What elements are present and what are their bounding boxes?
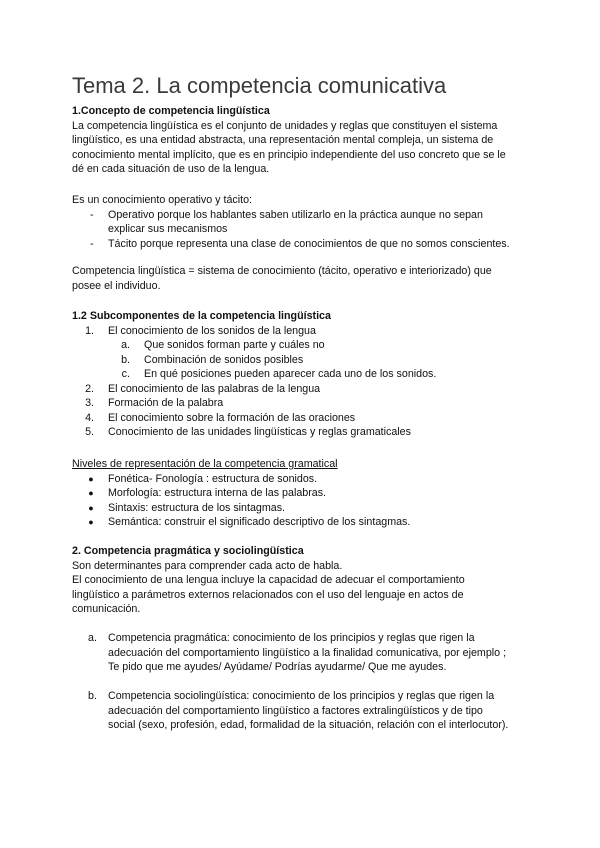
- list-marker: b.: [121, 353, 130, 366]
- numbered-list-item: [72, 382, 528, 397]
- lettered-list-item: [72, 631, 528, 675]
- section-heading: 1.2 Subcomponentes de la competencia lingüística: [72, 310, 331, 322]
- list-item-text: En qué posiciones pueden aparecer cada uno de los sonidos.: [144, 368, 437, 380]
- competencia-pragmatica-item: [72, 631, 528, 675]
- list-marker: c.: [121, 368, 130, 380]
- numbered-list-item: [72, 425, 528, 440]
- list-item-line: Te pido que me ayudes/ Ayúdame/ Podrías ayudarme/ Que me ayudes.: [108, 661, 447, 673]
- list-item-line: Competencia sociolingüística: conocimiento de los principios y reglas que rigen la: [108, 690, 495, 702]
- paragraph-line: comunicación.: [72, 603, 141, 615]
- paragraph-line: conocimiento mental implícito, que es en principio independiente del uso concreto que se le: [72, 148, 506, 161]
- list-item-text: El conocimiento de los sonidos de la lengua: [108, 324, 316, 337]
- bullet-icon: ●: [88, 488, 94, 498]
- section-heading: 2. Competencia pragmática y sociolingüística: [72, 545, 304, 557]
- pragmatica-paragraph: [72, 573, 528, 617]
- list-item-line: social (sexo, profesión, edad, formalidad de la situación, relación con el interlocutor).: [108, 719, 509, 731]
- bullet-list-item: [72, 515, 528, 530]
- paragraph-line: posee el individuo.: [72, 279, 161, 292]
- list-item-line: explicar sus mecanismos: [108, 223, 228, 235]
- definicion-paragraph: [72, 264, 528, 293]
- list-item-line: adecuación del comportamiento lingüístico a la finalidad comunicativa, por ejemplo ;: [108, 646, 507, 659]
- section-tacito: [72, 193, 528, 251]
- lettered-list-item: [72, 689, 528, 733]
- dash-list-item: [72, 208, 528, 237]
- list-marker: 4.: [85, 411, 94, 424]
- list-marker: 2.: [85, 382, 94, 395]
- list-item-line: adecuación del comportamiento lingüístico a factores extralingüísticos y de tipo: [108, 704, 483, 717]
- list-item-text: Morfología: estructura interna de las palabras.: [108, 487, 327, 499]
- bullet-icon: ●: [88, 502, 94, 513]
- concepto-paragraph: [72, 119, 528, 177]
- pragmatica-intro: Son determinantes para comprender cada acto de habla.: [72, 559, 343, 572]
- list-item-text: Fonética- Fonología : estructura de sonidos.: [108, 472, 318, 485]
- list-item-line: Operativo porque los hablantes saben utilizarlo en la práctica aunque no sepan: [108, 208, 483, 221]
- lettered-list-item: [72, 338, 528, 353]
- numbered-list-item: [72, 396, 528, 411]
- document-title: Tema 2. La competencia comunicativa: [72, 73, 447, 98]
- paragraph-line: La competencia lingüística es el conjunto de unidades y reglas que constituyen el sistema: [72, 119, 498, 132]
- list-item-text: El conocimiento de las palabras de la lengua: [108, 382, 321, 395]
- numbered-list-item: [72, 411, 528, 426]
- list-item-line: Tácito porque representa una clase de conocimientos de que no somos conscientes.: [108, 237, 510, 250]
- lettered-list-item: [72, 353, 528, 368]
- list-marker: 3.: [85, 397, 94, 409]
- paragraph-line: El conocimiento de una lengua incluye la capacidad de adecuar el comportamiento: [72, 574, 465, 586]
- list-item-text: Combinación de sonidos posibles: [144, 353, 304, 366]
- bullet-list-item: [72, 501, 528, 516]
- list-marker: 5.: [85, 426, 94, 438]
- paragraph-line: lingüístico, es una entidad abstracta, una representación mental compleja, un sistema de: [72, 134, 494, 146]
- section-definicion: [72, 264, 528, 293]
- lettered-list-item: [72, 367, 528, 382]
- numbered-list-item: [72, 324, 528, 339]
- dash-marker: -: [90, 208, 94, 221]
- bullet-list-item: [72, 472, 528, 487]
- list-marker: b.: [88, 690, 97, 702]
- dash-list-item: [72, 237, 528, 252]
- tacito-intro: Es un conocimiento operativo y tácito:: [72, 194, 253, 206]
- bullet-icon: ●: [88, 517, 94, 527]
- paragraph-line: Competencia lingüística = sistema de conocimiento (tácito, operativo e interiorizado) que: [72, 265, 492, 277]
- list-marker: a.: [121, 339, 130, 351]
- section-niveles: [72, 457, 528, 530]
- dash-marker: -: [90, 237, 94, 250]
- list-item-text: Conocimiento de las unidades lingüísticas y reglas gramaticales: [108, 426, 411, 438]
- section-heading: 1.Concepto de competencia lingüística: [72, 105, 270, 117]
- section-pragmatica: [72, 544, 528, 617]
- section-subcomponentes: [72, 309, 528, 440]
- list-item-text: El conocimiento sobre la formación de las oraciones: [108, 411, 356, 424]
- section-concepto: [72, 104, 528, 177]
- list-item-text: Semántica: construir el significado descriptivo de los sintagmas.: [108, 516, 411, 528]
- niveles-heading: Niveles de representación de la competencia gramatical: [72, 458, 338, 470]
- list-item-text: Sintaxis: estructura de los sintagmas.: [108, 501, 286, 514]
- list-item-text: Que sonidos forman parte y cuáles no: [144, 339, 325, 351]
- competencia-sociolinguistica-item: [72, 689, 528, 733]
- list-item-line: Competencia pragmática: conocimiento de los principios y reglas que rigen la: [108, 632, 475, 644]
- list-marker: 1.: [85, 324, 94, 337]
- paragraph-line: dé en cada situación de uso de la lengua.: [72, 163, 270, 175]
- bullet-icon: ●: [88, 473, 94, 484]
- paragraph-line: lingüístico a parámetros externos relacionados con el uso del lenguaje en actos de: [72, 588, 464, 601]
- list-item-text: Formación de la palabra: [108, 397, 224, 409]
- list-marker: a.: [88, 632, 97, 644]
- bullet-list-item: [72, 486, 528, 501]
